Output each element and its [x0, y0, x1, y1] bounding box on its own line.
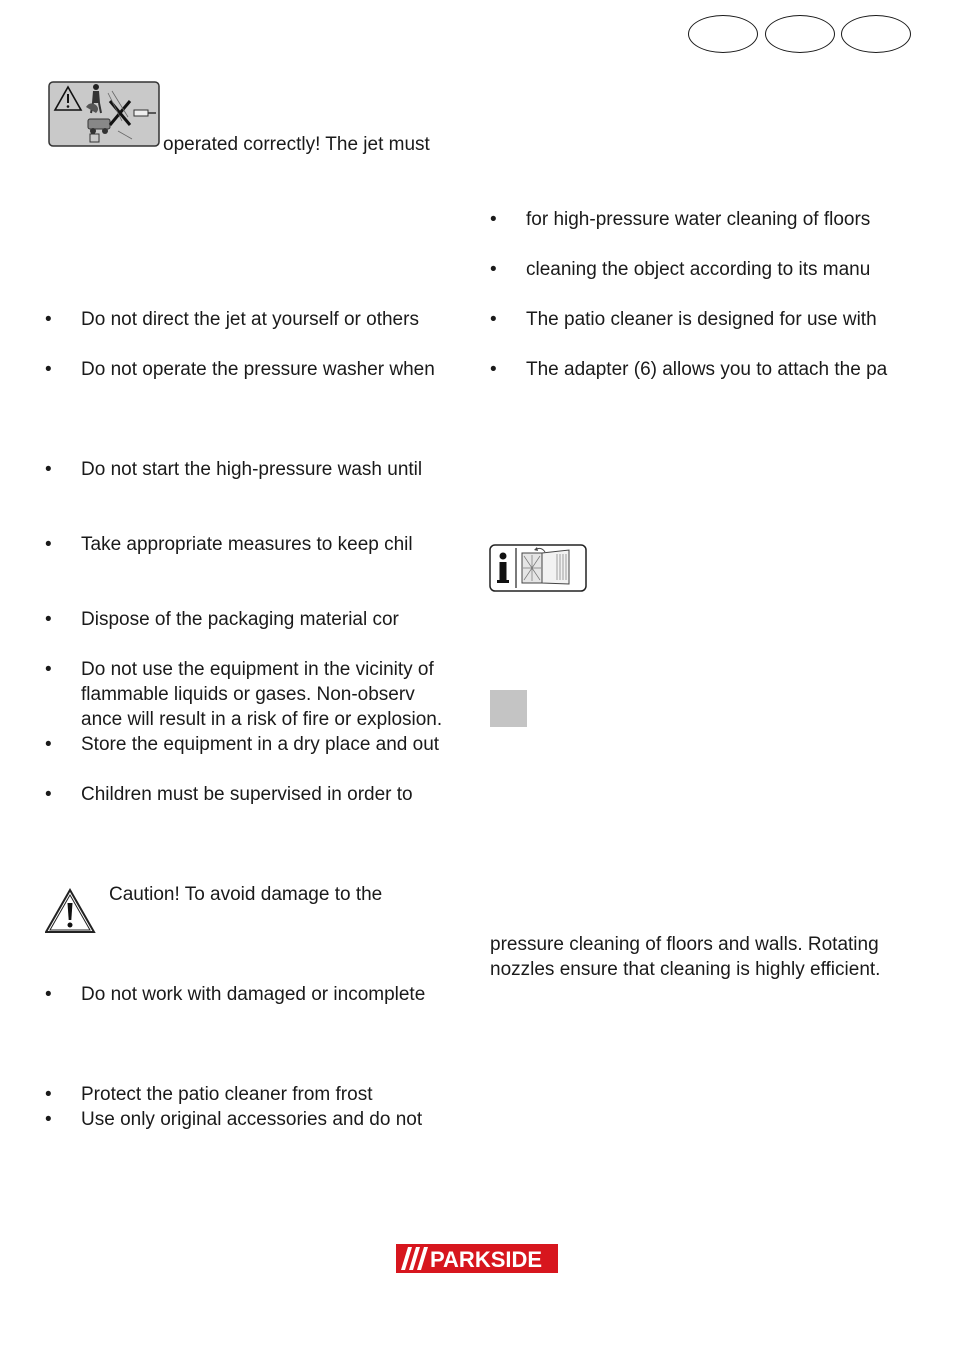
warning-triangle-icon	[45, 887, 97, 935]
paragraph-line: nozzles ensure that cleaning is highly efficient.	[490, 959, 881, 980]
language-oval-3	[841, 15, 911, 53]
language-ovals	[688, 15, 914, 57]
grey-placeholder-box	[490, 690, 527, 727]
paragraph-line: pressure cleaning of floors and walls. Rotating	[490, 934, 879, 955]
parkside-logo	[396, 1244, 558, 1273]
list-item-multiline: • Do not use the equipment in the vicinity of flammable liquids or gases. Non-observ ance will result in a risk of fire or explosion.	[45, 659, 443, 730]
intro-text: operated correctly! The jet must	[163, 134, 430, 155]
language-oval-2	[765, 15, 835, 53]
language-oval-1	[688, 15, 758, 53]
caution-text: Caution! To avoid damage to the	[109, 884, 383, 905]
info-manual-icon	[489, 544, 587, 592]
brand-text: PARKSIDE	[430, 1247, 543, 1272]
warning-pressure-jet-icon	[48, 81, 160, 147]
